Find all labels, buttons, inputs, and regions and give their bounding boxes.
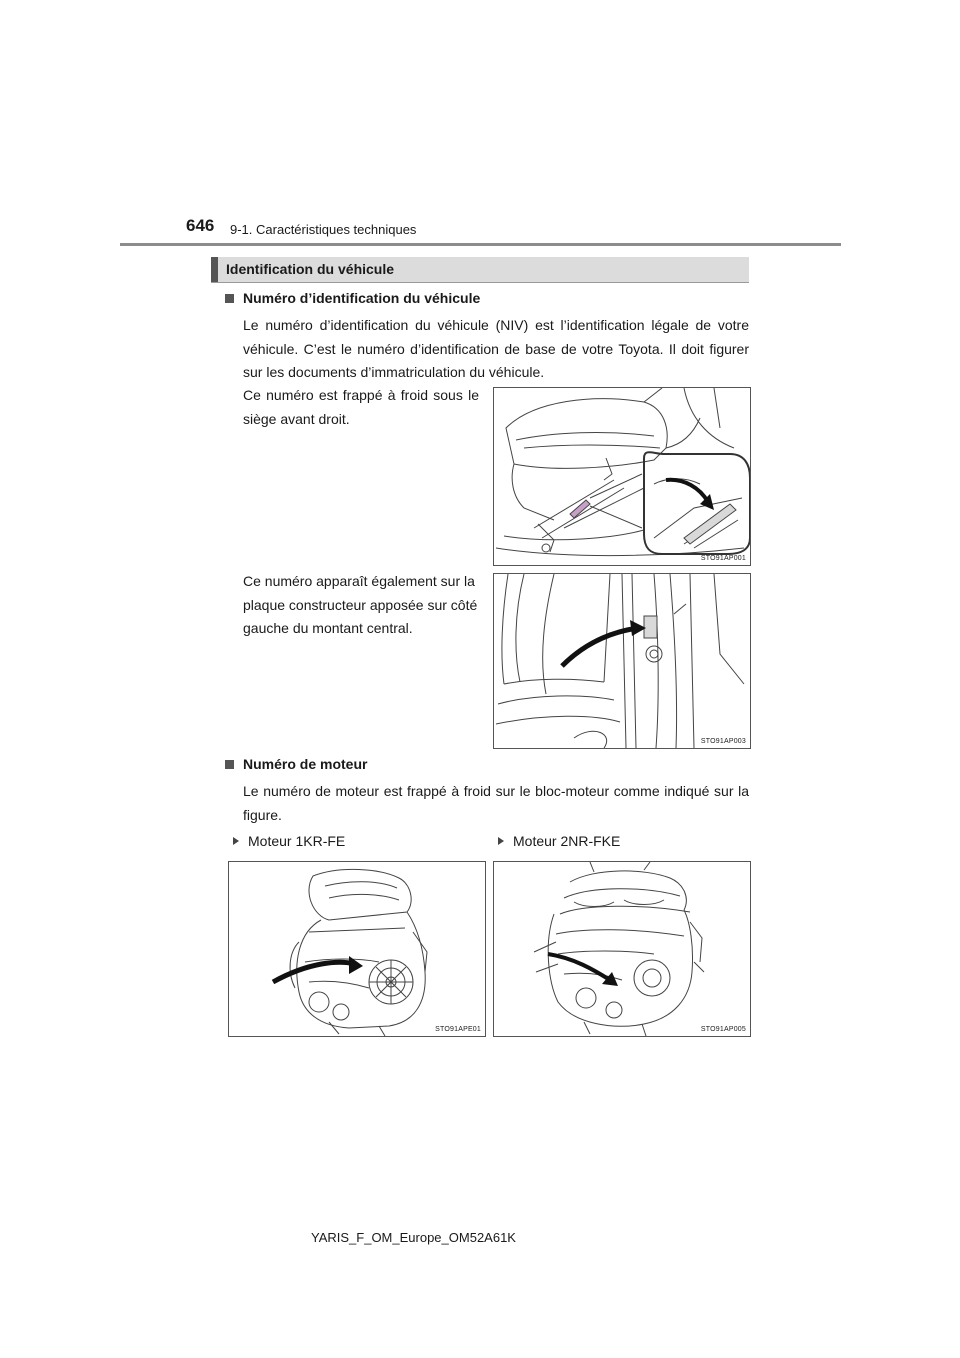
triangle-bullet-icon xyxy=(498,837,504,845)
vin-plate-text: Ce numéro apparaît également sur la plaque constructeur apposée sur côté gauche du montant central. xyxy=(243,573,478,636)
section-title: Identification du véhicule xyxy=(226,261,395,277)
pillar-figure xyxy=(493,573,751,749)
pillar-illustration xyxy=(494,574,750,748)
vin-seat-text: Ce numéro est frappé à froid sous le siège avant droit. xyxy=(243,387,479,427)
triangle-bullet-icon xyxy=(233,837,239,845)
section-accent xyxy=(211,257,218,282)
engine-paragraph: Le numéro de moteur est frappé à froid sur le bloc-moteur comme indiqué sur la figure. xyxy=(243,783,749,823)
pillar-figure-code: STO91AP003 xyxy=(700,738,746,745)
section-underline xyxy=(211,282,749,283)
engine-1kr-illustration xyxy=(229,862,485,1036)
engine-1kr-figure xyxy=(228,861,486,1037)
vin-paragraph: Le numéro d’identification du véhicule (NIV) est l’identification légale de votre véhicule. C’est le numéro d’identification de base de votre Toyota. Il doit figurer sur les documents d’immatriculation du véhicule. xyxy=(243,317,749,380)
seat-figure-code: STO91AP001 xyxy=(700,555,746,562)
header-rule xyxy=(120,243,841,246)
chapter-title: 9-1. Caractéristiques techniques xyxy=(230,222,417,237)
engine-1kr-label-text: Moteur 1KR-FE xyxy=(248,833,346,849)
square-bullet-icon xyxy=(225,294,234,303)
engine-1kr-figure-code: STO91APE01 xyxy=(435,1026,481,1033)
square-bullet-icon xyxy=(225,760,234,769)
page-number: 646 xyxy=(186,216,215,235)
engine-2nr-figure-code: STO91AP005 xyxy=(700,1026,746,1033)
section-title-bar xyxy=(211,257,749,282)
vin-heading: Numéro d’identification du véhicule xyxy=(243,290,481,306)
engine-2nr-figure xyxy=(493,861,751,1037)
engine-2nr-illustration xyxy=(494,862,750,1036)
footer-document-code: YARIS_F_OM_Europe_OM52A61K xyxy=(311,1230,516,1245)
engine-2nr-label xyxy=(498,833,620,849)
engine-2nr-label-text: Moteur 2NR-FKE xyxy=(513,833,621,849)
engine-1kr-label xyxy=(233,833,345,849)
seat-figure xyxy=(493,387,751,566)
seat-illustration xyxy=(494,388,750,565)
engine-heading: Numéro de moteur xyxy=(243,756,368,772)
